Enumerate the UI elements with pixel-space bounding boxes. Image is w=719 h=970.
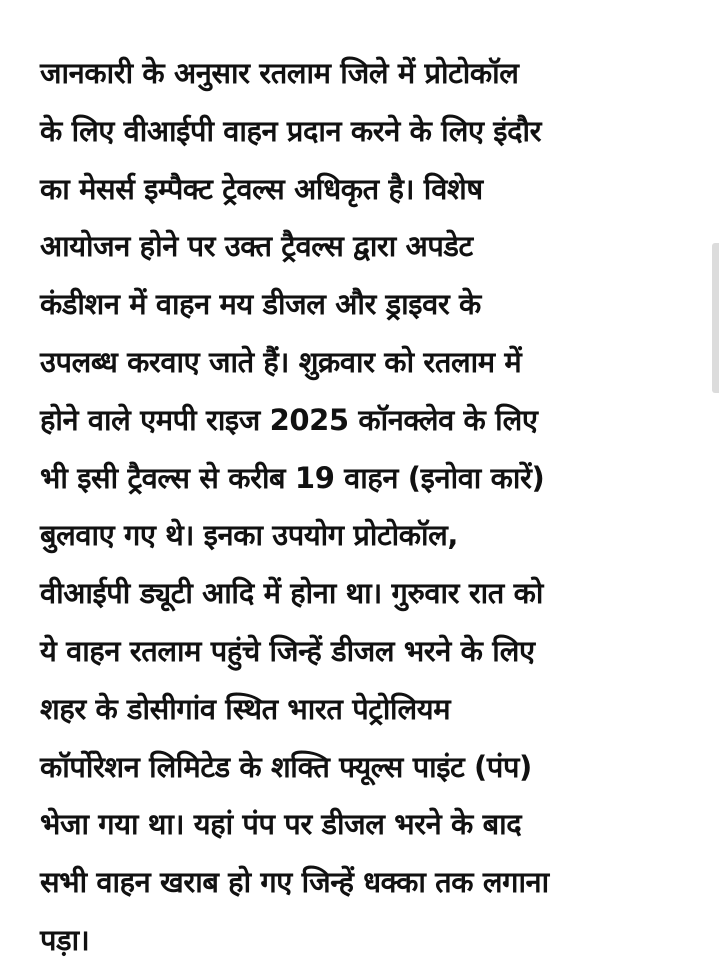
article-line-11: ये वाहन रतलाम पहुंचे जिन्हें डीजल भरने के लिए [40, 633, 535, 668]
article-line-8: भी इसी ट्रैवल्स से करीब 19 वाहन (इनोवा कारें) [40, 460, 545, 495]
vertical-scrollbar[interactable] [711, 0, 719, 959]
article-line-13: कॉर्पोरेशन लिमिटेड के शक्ति फ्यूल्स पाइंट (पंप) [40, 749, 532, 784]
article-line-1: जानकारी के अनुसार रतलाम जिले में प्रोटोकॉल [40, 56, 519, 90]
article-line-10: वीआईपी ड्यूटी आदि में होना था। गुरुवार रात को [40, 576, 544, 611]
article-line-4: आयोजन होने पर उक्त ट्रैवल्स द्वारा अपडेट [40, 229, 473, 264]
article-line-7: होने वाले एमपी राइज 2025 कॉनक्लेव के लिए [40, 402, 538, 437]
article-line-5: कंडीशन में वाहन मय डीजल और ड्राइवर के [40, 287, 481, 322]
article-paragraph [40, 45, 680, 970]
article-line-16: पड़ा। [40, 922, 90, 957]
article-line-12: शहर के डोसीगांव स्थित भारत पेट्रोलियम [40, 691, 451, 726]
article-line-14: भेजा गया था। यहां पंप पर डीजल भरने के बाद [40, 807, 522, 842]
article-line-6: उपलब्ध करवाए जाते हैं। शुक्रवार को रतलाम में [40, 344, 522, 379]
scrollbar-thumb[interactable] [712, 243, 719, 393]
article-line-3: का मेसर्स इम्पैक्ट ट्रेवल्स अधिकृत है। विशेष [40, 171, 483, 206]
article-line-15: सभी वाहन खराब हो गए जिन्हें धक्का तक लगाना [40, 865, 549, 900]
article-line-9: बुलवाए गए थे। इनका उपयोग प्रोटोकॉल, [40, 518, 459, 553]
article-line-2: के लिए वीआईपी वाहन प्रदान करने के लिए इंदौर [40, 113, 542, 148]
